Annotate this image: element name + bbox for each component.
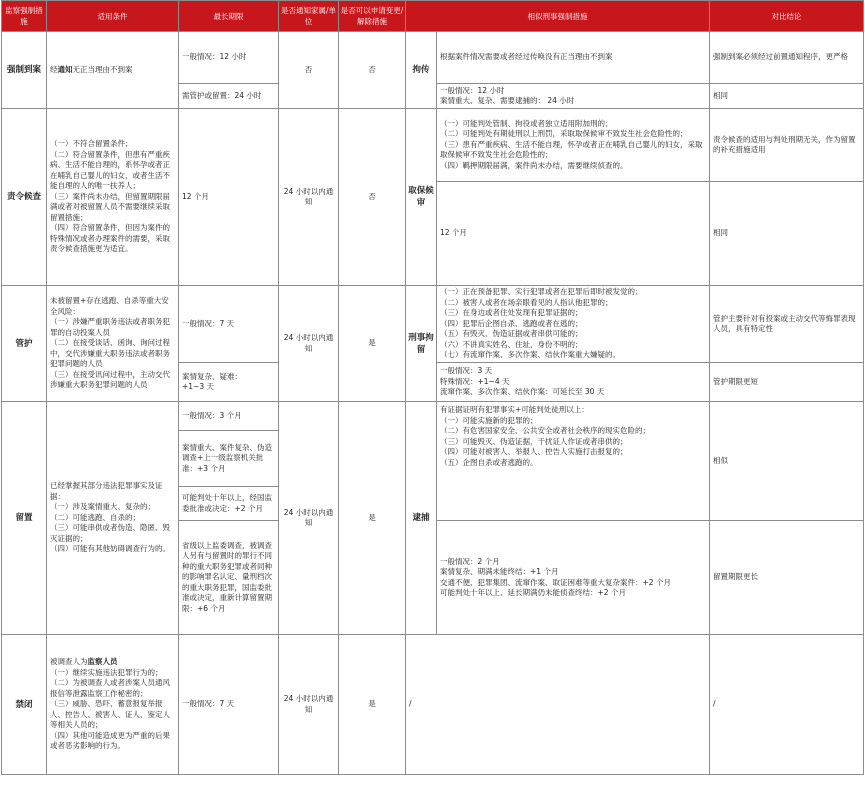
conclusion-cell: 留置期限更长: [710, 521, 864, 635]
table-row: [2, 402, 864, 431]
similar-cell: 一般情况：3 天 特殊情况：+1~4 天 流窜作案、多次作案、结伙作案：可延长至 30 天: [437, 363, 710, 402]
similar-name: 刑事拘留: [406, 286, 437, 402]
conclusion-cell: 相同: [710, 182, 864, 286]
condition-cell: 已经掌握其部分违法犯罪事实及证据： （一）涉及案情重大、复杂的； （二）可能逃跑、自杀的； （三）可能串供或者伪造、隐匿、毁灭证据的； （四）可能有其他妨碍调查行为的。: [47, 402, 179, 635]
similar-cell: 有证据证明有犯罪事实+可能判处徒刑以上： （一）可能实施新的犯罪的； （二）有危害国家安全、公共安全或者社会秩序的现实危险的； （三）可能毁灭、伪造证据，干扰证人作证或者串供的； （四）可能对被害人、举报人、控告人实施打击报复的； （五）企图自杀或者逃跑的。: [437, 402, 710, 521]
limit-cell: 一般情况：3 个月: [179, 402, 279, 431]
condition-cell: 经通知无正当理由不到案: [47, 32, 179, 109]
measure-name: 管护: [2, 286, 47, 402]
change-cell: 否: [339, 32, 406, 109]
measure-name: 留置: [2, 402, 47, 635]
header-row: [2, 1, 864, 32]
similar-cell: 根据案件情况需要或者经过传唤没有正当理由不到案: [437, 32, 710, 84]
condition-cell: 未被留置+存在逃跑、自杀等重大安全风险： （一）涉嫌严重职务违法或者职务犯罪的自动投案人员 （二）在接受谈话、函询、询问过程中，交代涉嫌重大职务违法或者职务犯罪问题的人员 （三）在接受讯问过程中，主动交代涉嫌重大职务犯罪问题的人员: [47, 286, 179, 402]
conclusion-cell: 管护主要针对有投案或主动交代等悔罪表现人员，具有特定性: [710, 286, 864, 363]
conclusion-cell: 管护期限更短: [710, 363, 864, 402]
table-row: [2, 635, 864, 775]
limit-cell: 案情复杂、疑难： +1~3 天: [179, 363, 279, 402]
table-row: [2, 109, 864, 182]
similar-name: 取保候审: [406, 109, 437, 286]
similar-cell: （一）可能判处管制、拘役或者独立适用附加刑的； （二）可能判处有期徒刑以上刑罚，采取取保候审不致发生社会危险性的； （三）患有严重疾病、生活不能自理，怀孕或者正在哺乳自己婴儿的妇女，采取取保候审不致发生社会危险性的； （四）羁押期限届满，案件尚未办结，需要继续侦查的。: [437, 109, 710, 182]
similar-name: 逮捕: [406, 402, 437, 635]
header-max-period: 最长期限: [179, 1, 279, 32]
limit-cell: 需管护或留置：24 小时: [179, 84, 279, 109]
header-condition: 适用条件: [47, 1, 179, 32]
similar-cell: 一般情况：2 个月 案情复杂、期满未能终结：+1 个月 交通不便、犯罪集团、流窜作案、取证困难等重大复杂案件：+2 个月 可能判处十年以上、延长期满仍未能侦查终结：+2 个月: [437, 521, 710, 635]
table-row: [2, 286, 864, 363]
similar-cell: 一般情况：12 小时 案情重大、复杂、需要逮捕的： 24 小时: [437, 84, 710, 109]
conclusion-cell: /: [710, 635, 864, 775]
measure-name: 责令候查: [2, 109, 47, 286]
conclusion-cell: 责令候查的适用与判处刑期无关，作为留置的补充措施适用: [710, 109, 864, 182]
similar-name: 拘传: [406, 32, 437, 109]
conclusion-cell: 强制到案必须经过前置通知程序，更严格: [710, 32, 864, 84]
notify-cell: 否: [279, 32, 339, 109]
change-cell: 是: [339, 635, 406, 775]
header-conclusion: 对比结论: [710, 1, 864, 32]
header-notify: 是否通知家属/单位: [279, 1, 339, 32]
notify-cell: 24 小时以内通知: [279, 635, 339, 775]
change-cell: 是: [339, 402, 406, 635]
limit-cell: 一般情况：7 天: [179, 286, 279, 363]
measure-name: 禁闭: [2, 635, 47, 775]
limit-cell: 省级以上监委调查，被调查人另有与留置时的罪行不同种的重大职务犯罪或者同种的影响罪名认定、量刑档次的重大职务犯罪，国监委批准或决定，重新计算留置期限：+6 个月: [179, 521, 279, 635]
table-row: [2, 32, 864, 84]
conclusion-cell: 相似: [710, 402, 864, 521]
limit-cell: 可能判处十年以上，经国监委批准或决定：+2 个月: [179, 487, 279, 521]
change-cell: 否: [339, 109, 406, 286]
limit-cell: 案情重大、案件复杂、伪造调查+上一级监察机关批准：+3 个月: [179, 431, 279, 487]
conclusion-cell: 相同: [710, 84, 864, 109]
notify-cell: 24 小时以内通知: [279, 402, 339, 635]
similar-cell: 12 个月: [437, 182, 710, 286]
notify-cell: 24 小时以内通知: [279, 286, 339, 402]
header-change: 是否可以申请变更/解除措施: [339, 1, 406, 32]
header-similar: 相似刑事强制措施: [406, 1, 710, 32]
measure-name: 强制到案: [2, 32, 47, 109]
notify-cell: 24 小时以内通知: [279, 109, 339, 286]
similar-cell: （一）正在预备犯罪、实行犯罪或者在犯罪后即时被发觉的； （二）被害人或者在场亲眼看见的人指认他犯罪的； （三）在身边或者住处发现有犯罪证据的； （四）犯罪后企图自杀、逃跑或者在逃的； （五）有毁灭、伪造证据或者串供可能的； （六）不讲真实姓名、住址，身份不明的； （七）有流窜作案、多次作案、结伙作案重大嫌疑的。: [437, 286, 710, 363]
change-cell: 是: [339, 286, 406, 402]
limit-cell: 一般情况：12 小时: [179, 32, 279, 84]
condition-cell: （一）不符合留置条件； （二）符合留置条件，但患有严重疾病、生活不能自理的，系怀孕或者正在哺乳自己婴儿的妇女，或者生活不能自理的人的唯一扶养人； （三）案件尚未办结，但留置期限届满或者对被留置人员不需要继续采取留置措施； （四）符合留置条件，但因为案件的特殊情况或者办理案件的需要，采取责令候查措施更为适宜。: [47, 109, 179, 286]
condition-cell: 被调查人为监察人员 （一）继续实施违法犯罪行为的； （二）为被调查人或者涉案人员通风报信等泄露监察工作秘密的； （三）威胁、恐吓、蓄意报复举报人、控告人、被害人、证人、鉴定人等相关人员的； （四）其他可能造成更为严重的后果或者恶劣影响的行为。: [47, 635, 179, 775]
limit-cell: 一般情况：7 天: [179, 635, 279, 775]
header-measure: 监察强制措施: [2, 1, 47, 32]
limit-cell: 12 个月: [179, 109, 279, 286]
comparison-table: [1, 0, 864, 775]
similar-cell: /: [406, 635, 710, 775]
